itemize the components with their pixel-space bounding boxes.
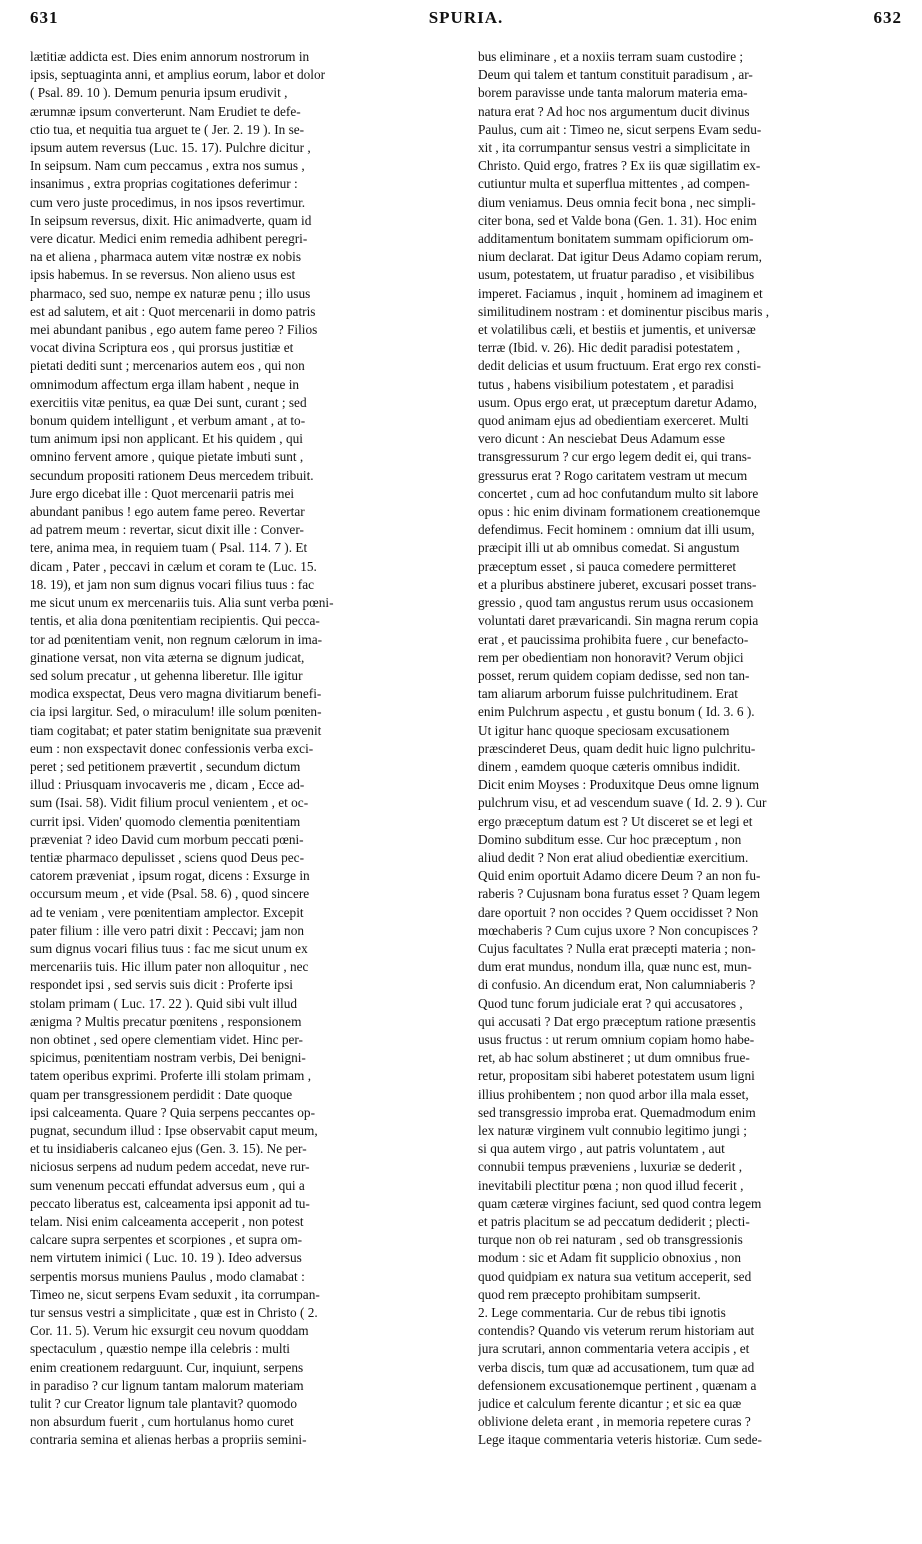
text-line: mei abundant panibus , ego autem fame pereo ? Filios xyxy=(30,322,318,338)
text-line: præscinderet Deus, quam dedit huic ligno pulchritu- xyxy=(478,740,756,756)
text-line: tiam cogitabat; et pater statim benignitate sua prævenit xyxy=(30,722,322,738)
text-line: Ut igitur hanc quoque speciosam excusationem xyxy=(478,722,730,738)
text-line: omnimodum affectum erga illam habent , neque in xyxy=(30,376,300,392)
text-line: lex naturæ virginem vult connubio legitimo jungi ; xyxy=(478,1122,747,1138)
text-line: terræ (Ibid. v. 26). Hic dedit paradisi potestatem , xyxy=(478,340,741,356)
text-line: sed transgressio improba erat. Quemadmodum enim xyxy=(478,1104,756,1120)
text-line: Domino subditum esse. Cur hoc præceptum , non xyxy=(478,831,742,847)
text-line: natura erat ? Ad hoc nos argumentum ducit divinus xyxy=(478,103,750,119)
text-line: additamentum bonitatem summam opificiorum om- xyxy=(478,231,754,247)
text-line: retur, propositam sibi haberet potestatem usum ligni xyxy=(478,1068,755,1084)
text-line: Deum qui talem et tantum constituit paradisum , ar- xyxy=(478,67,753,83)
text-line: respondet ipsi , sed servis suis dicit : Proferte ipsi xyxy=(30,977,293,993)
text-line: cia ipsi largitur. Sed, o miraculum! ille solum pœniten- xyxy=(30,704,322,720)
text-line: in paradiso ? cur lignum tantam malorum materiam xyxy=(30,1377,304,1393)
text-line: tentis, et alia dona pœnitentiam recipientis. Qui pecca- xyxy=(30,613,320,629)
text-line: tum animum ipsi non applicant. Et his quidem , qui xyxy=(30,431,303,447)
text-line: ad te veniam , vere pœnitentiam amplector. Excepit xyxy=(30,904,304,920)
text-line: niciosus serpens ad nudum pedem accedat, neve rur- xyxy=(30,1159,310,1175)
text-line: præcipit illi ut ab omnibus comedat. Si angustum xyxy=(478,540,740,556)
text-line: turque non ob rei naturam , sed ob transgressionis xyxy=(478,1232,743,1248)
text-line: tatem operibus exprimi. Proferte illi stolam primam , xyxy=(30,1068,312,1084)
text-line: pietati dediti sunt ; mercenarios autem eos , qui non xyxy=(30,358,305,374)
text-line: 18. 19), et jam non sum dignus vocari filius tuus : fac xyxy=(30,576,314,592)
text-line: tere, anima mea, in requiem tuam ( Psal. 114. 7 ). Et xyxy=(30,540,308,556)
text-line: dinem , eamdem quoque cæteris omnibus indidit. xyxy=(478,758,741,774)
text-line: raberis ? Cujusnam bona furatus esset ? Quam legem xyxy=(478,886,761,902)
text-line: tur sensus vestri a simplicitate , quæ est in Christo ( 2. xyxy=(30,1305,318,1321)
page-number-left: 631 xyxy=(30,8,59,27)
text-line: dare oportuit ? non occides ? Quem occidisset ? Non xyxy=(478,904,759,920)
text-line: modica exspectat, Deus vero magna divitiarum benefi- xyxy=(30,686,322,702)
text-line: defendimus. Fecit hominem : omnium dat illi usum, xyxy=(478,522,755,538)
text-line: sum (Isai. 58). Vidit filium procul venientem , et oc- xyxy=(30,795,309,811)
text-line: defensionem excusationemque pertinent , quænam a xyxy=(478,1377,757,1393)
text-line: transgressurum ? cur ergo legem dedit ei, qui trans- xyxy=(478,449,752,465)
text-line: sum venenum peccati effundat adversus eum , qui a xyxy=(30,1177,305,1193)
text-line: 2. Lege commentaria. Cur de rebus tibi ignotis xyxy=(478,1305,726,1321)
text-line: calcare supra serpentes et scorpiones , et supra om- xyxy=(30,1232,303,1248)
text-line: quod rem præcepto prohibitam sumpserit. xyxy=(478,1286,701,1302)
text-line: connubii tempus præveniens , luxuriæ se dederit , xyxy=(478,1159,743,1175)
text-line: catorem præveniat , ipsum rogat, dicens : Exsurge in xyxy=(30,868,310,884)
text-line: spicimus, pœnitentiam nostram verbis, Dei benigni- xyxy=(30,1050,306,1066)
text-line: bus eliminare , et a noxiis terram suam custodire ; xyxy=(478,49,744,64)
text-line: pharmaco, sed suo, nempe ex naturæ penu ; illo usus xyxy=(30,285,311,301)
text-line: tor ad pœnitentiam venit, non regnum cælorum in ima- xyxy=(30,631,323,647)
text-line: In seipsum. Nam cum peccamus , extra nos sumus , xyxy=(30,158,305,174)
text-line: Cor. 11. 5). Verum hic exsurgit ceu novum quoddam xyxy=(30,1323,309,1339)
text-line: ginatione versat, non vita æterna se dignum judicat, xyxy=(30,649,305,665)
text-line: præveniat ? ideo David cum morbum peccati pœni- xyxy=(30,831,304,847)
text-line: nem virtutem inimici ( Luc. 10. 19 ). Ideo adversus xyxy=(30,1250,302,1266)
text-line: quam cæteræ virgines faciunt, sed quod contra legem xyxy=(478,1195,762,1211)
left-text-column xyxy=(30,48,458,1450)
text-line: insanimus , extra proprias cogitationes deferimur : xyxy=(30,176,298,192)
text-line: pugnat, secundum illud : Ipse observabit caput meum, xyxy=(30,1122,318,1138)
text-line: mœchaberis ? Cum cujus uxore ? Non concupisces ? xyxy=(478,922,758,938)
text-line: enim creationem redarguunt. Cur, inquiunt, serpens xyxy=(30,1359,304,1375)
text-line: dedit delicias et usum fructuum. Erat ergo rex consti- xyxy=(478,358,761,374)
text-line: et patris placitum se ad peccatum dediderit ; plecti- xyxy=(478,1214,750,1229)
text-line: illud : Priusquam invocaveris me , dicam , Ecce ad- xyxy=(30,777,305,793)
text-line: serpentis morsus muniens Paulus , modo clamabat : xyxy=(30,1268,305,1284)
text-line: dium veniamus. Deus omnia fecit bona , nec simpli- xyxy=(478,194,756,210)
text-line: quod quidpiam ex natura sua vetitum acceperit, sed xyxy=(478,1268,752,1284)
text-line: tulit ? cur Creator lignum tale plantavit? quomodo xyxy=(30,1396,297,1412)
text-line: Cujus facultates ? Nulla erat præcepti materia ; non- xyxy=(478,940,756,956)
text-line: aliud dedit ? Non erat aliud obedientiæ exercitium. xyxy=(478,849,749,865)
text-line: non obtinet , sed opere clementiam videt. Hinc per- xyxy=(30,1031,303,1047)
text-line: abundant panibus ! ego autem fame pereo. Revertar xyxy=(30,504,305,520)
text-line: peret ; sed petitionem prævertit , secundum dictum xyxy=(30,758,301,774)
text-line: voluntati daret prævaricandi. Sin magna rerum copia xyxy=(478,613,759,629)
text-line: dicam , Pater , peccavi in cælum et coram te (Luc. 15. xyxy=(30,558,317,574)
text-line: eum : non exspectavit donec confessionis verba exci- xyxy=(30,740,314,756)
text-line: currit ipsi. Viden' quomodo clementia pœnitentiam xyxy=(30,813,301,829)
text-line: Quod tunc forum judiciale erat ? qui accusatores , xyxy=(478,995,743,1011)
text-line: In seipsum reversus, dixit. Hic animadverte, quam id xyxy=(30,212,312,228)
text-line: jura scrutari, annon commentaria vetera accipis , et xyxy=(478,1341,750,1357)
text-line: ergo præceptum datum est ? Ut disceret se et legi et xyxy=(478,813,753,829)
text-line: rem per obedientiam non honoravit? Verum objici xyxy=(478,649,744,665)
text-line: occursum meum , et vide (Psal. 58. 6) , quod sincere xyxy=(30,886,310,902)
text-line: cutiuntur multa et superflua mittentes , ad compen- xyxy=(478,176,750,192)
text-line: me sicut unum ex mercenariis tuis. Alia sunt verba pœni- xyxy=(30,595,334,611)
text-line: peccato liberatus est, calceamenta ipsi apponit ad tu- xyxy=(30,1195,310,1211)
text-line: cum vero juste procedimus, in nos ipsos revertimur. xyxy=(30,194,306,210)
text-line: xit , ita corrumpantur sensus vestri a simplicitate in xyxy=(478,140,751,156)
page-header xyxy=(30,8,902,48)
text-line: et volatilibus cæli, et bestiis et jumentis, et universæ xyxy=(478,322,756,338)
text-line: Christo. Quid ergo, fratres ? Ex iis quæ sigillatim ex- xyxy=(478,158,761,174)
text-line: Dicit enim Moyses : Produxitque Deus omne lignum xyxy=(478,777,760,793)
text-line: et a pluribus abstinere juberet, excusari posset trans- xyxy=(478,576,757,592)
text-line: non absurdum fuerit , cum hortulanus homo curet xyxy=(30,1414,294,1430)
text-line: Lege itaque commentaria veteris historiæ. Cum sede- xyxy=(478,1432,762,1448)
text-line: ipsi calceamenta. Quare ? Quia serpens peccantes op- xyxy=(30,1104,316,1120)
text-line: nium declarat. Dat igitur Deus Adamo copiam rerum, xyxy=(478,249,762,265)
text-line: citer bona, sed et Valde bona (Gen. 1. 31). Hoc enim xyxy=(478,212,757,228)
text-line: Jure ergo dicebat ille : Quot mercenarii patris mei xyxy=(30,485,295,501)
text-line: vocat divina Scriptura eos , qui prorsus justitiæ et xyxy=(30,340,294,356)
text-line: usum, potestatem, ut fruatur paradiso , et visibilibus xyxy=(478,267,755,283)
text-line: præceptum esset , si pauca comedere permitteret xyxy=(478,558,737,574)
text-line: stolam primam ( Luc. 17. 22 ). Quid sibi vult illud xyxy=(30,995,298,1011)
text-line: concertet , cum ad hoc confutandum multo sit labore xyxy=(478,485,759,501)
text-line: pulchrum visu, et ad vescendum suave ( Id. 2. 9 ). Cur xyxy=(478,795,767,811)
text-line: dum erat mundus, nondum illa, quæ nunc est, mun- xyxy=(478,959,752,975)
text-line: ænigma ? Multis precatur pœnitens , responsionem xyxy=(30,1013,302,1029)
text-line: imperet. Faciamus , inquit , hominem ad imaginem et xyxy=(478,285,763,301)
text-line: Timeo ne, sicut serpens Evam seduxit , ita corrumpan- xyxy=(30,1286,320,1302)
text-line: tentiæ pharmaco depulisset , sciens quod Deus pec- xyxy=(30,849,304,865)
text-line: omnino fervent amore , quique pietate imbuti sunt , xyxy=(30,449,304,465)
text-line: tutus , habens visibilium potestatem , et paradisi xyxy=(478,376,734,392)
text-line: judice et calculum ferente dicantur ; et sic ea quæ xyxy=(478,1396,742,1412)
right-text-column xyxy=(478,48,902,1450)
text-line: bonum quidem intelligunt , et verbum amant , at to- xyxy=(30,413,306,429)
text-line: oblivione deleta erant , in memoria repetere curas ? xyxy=(478,1414,751,1430)
text-line: modum : sic et Adam fit supplicio obnoxius , non xyxy=(478,1250,741,1266)
text-line: ærumnæ ipsum converterunt. Nam Erudiet te defe- xyxy=(30,103,301,119)
text-line: Paulus, cum ait : Timeo ne, sicut serpens Evam sedu- xyxy=(478,121,762,137)
text-line: contendis? Quando vis veterum rerum historiam aut xyxy=(478,1323,755,1339)
text-line: similitudinem nostram : et dominentur piscibus maris , xyxy=(478,303,770,319)
text-line: ctio tua, et nequitia tua arguet te ( Jer. 2. 19 ). In se- xyxy=(30,121,305,137)
text-line: spectaculum , quæstio nempe illa celebris : multi xyxy=(30,1341,290,1357)
text-line: pater filium : ille vero patri dixit : Peccavi; jam non xyxy=(30,922,304,938)
text-line: tam aliarum arborum fuisse pulchritudinem. Erat xyxy=(478,686,738,702)
text-line: sed solum precatur , ut gehenna liberetur. Ille igitur xyxy=(30,667,303,683)
text-line: ipsis, septuaginta anni, et amplius eorum, labor et dolor xyxy=(30,67,326,83)
text-line: mercenariis tuis. Hic illum pater non alloquitur , nec xyxy=(30,959,309,975)
text-line: verba discis, tum quæ ad accusationem, tum quæ ad xyxy=(478,1359,755,1375)
text-line: et tu insidiaberis calcaneo ejus (Gen. 3. 15). Ne per- xyxy=(30,1141,307,1157)
text-line: est ad salutem, et ait : Quot mercenarii in domo patris xyxy=(30,303,316,319)
text-line: qui accusati ? Dat ergo præceptum ratione præsentis xyxy=(478,1013,756,1029)
text-line: contraria semina et alienas herbas a propriis semini- xyxy=(30,1432,307,1448)
text-line: illius prohibentem ; non quod arbor illa mala esset, xyxy=(478,1086,749,1102)
text-line: ad patrem meum : revertar, sicut dixit ille : Conver- xyxy=(30,522,304,538)
text-line: telam. Nisi enim calceamenta acceperit , non potest xyxy=(30,1214,304,1229)
text-line: sum dignus vocari filius tuus : fac me sicut unum ex xyxy=(30,940,308,956)
text-line: exercitiis vitæ penitus, ea quæ Dei sunt, curant ; sed xyxy=(30,394,307,410)
running-head: SPURIA. xyxy=(428,8,504,27)
text-line: erat , et paucissima prohibita fuere , cur benefacto- xyxy=(478,631,749,647)
text-line: ( Psal. 89. 10 ). Demum penuria ipsum erudivit , xyxy=(30,85,288,101)
text-line: lætitiæ addicta est. Dies enim annorum nostrorum in xyxy=(30,49,310,64)
text-line: usum. Opus ergo erat, ut præceptum daretur Adamo, xyxy=(478,394,757,410)
text-line: ret, ab hac solum abstineret ; ut dum omnibus frue- xyxy=(478,1050,750,1066)
text-line: gressio , quod tam angustus rerum usus occasionem xyxy=(478,595,754,611)
text-line: gressurus erat ? Rogo caritatem vestram ut mecum xyxy=(478,467,748,483)
text-line: usus fructus : ut rerum omnium copiam homo habe- xyxy=(478,1031,755,1047)
text-line: na et aliena , pharmaca autem vitæ nostræ ex nobis xyxy=(30,249,302,265)
text-line: borem paravisse unde tanta malorum materia ema- xyxy=(478,85,748,101)
text-line: quod animam ejus ad obedientiam exerceret. Multi xyxy=(478,413,749,429)
text-line: opus : hic enim divinam formationem creationemque xyxy=(478,504,761,520)
text-line: posset, rerum quidem copiam dedisse, sed non tan- xyxy=(478,667,750,683)
text-line: quam per transgressionem perdidit : Date quoque xyxy=(30,1086,293,1102)
text-line: enim Pulchrum aspectu , et gustu bonum ( Id. 3. 6 ). xyxy=(478,704,755,720)
text-line: ipsis habemus. In se reversus. Non alieno usus est xyxy=(30,267,296,283)
text-line: vere dicatur. Medici enim remedia adhibent peregri- xyxy=(30,231,308,247)
text-line: ipsum autem reversus (Luc. 15. 17). Pulchre dicitur , xyxy=(30,140,311,156)
text-line: Quid enim oportuit Adamo dicere Deum ? an non fu- xyxy=(478,868,761,884)
text-line: inevitabili plectitur pœna ; non quod illud fecerit , xyxy=(478,1177,744,1193)
text-line: si qua autem virgo , aut patris voluntatem , aut xyxy=(478,1141,725,1157)
page-number-right: 632 xyxy=(873,8,902,27)
text-line: secundum propositi rationem Deus mercedem tribuit. xyxy=(30,467,314,483)
text-line: di confusio. An dicendum erat, Non calumniaberis ? xyxy=(478,977,756,993)
text-line: vero dicunt : An nesciebat Deus Adamum esse xyxy=(478,431,726,447)
